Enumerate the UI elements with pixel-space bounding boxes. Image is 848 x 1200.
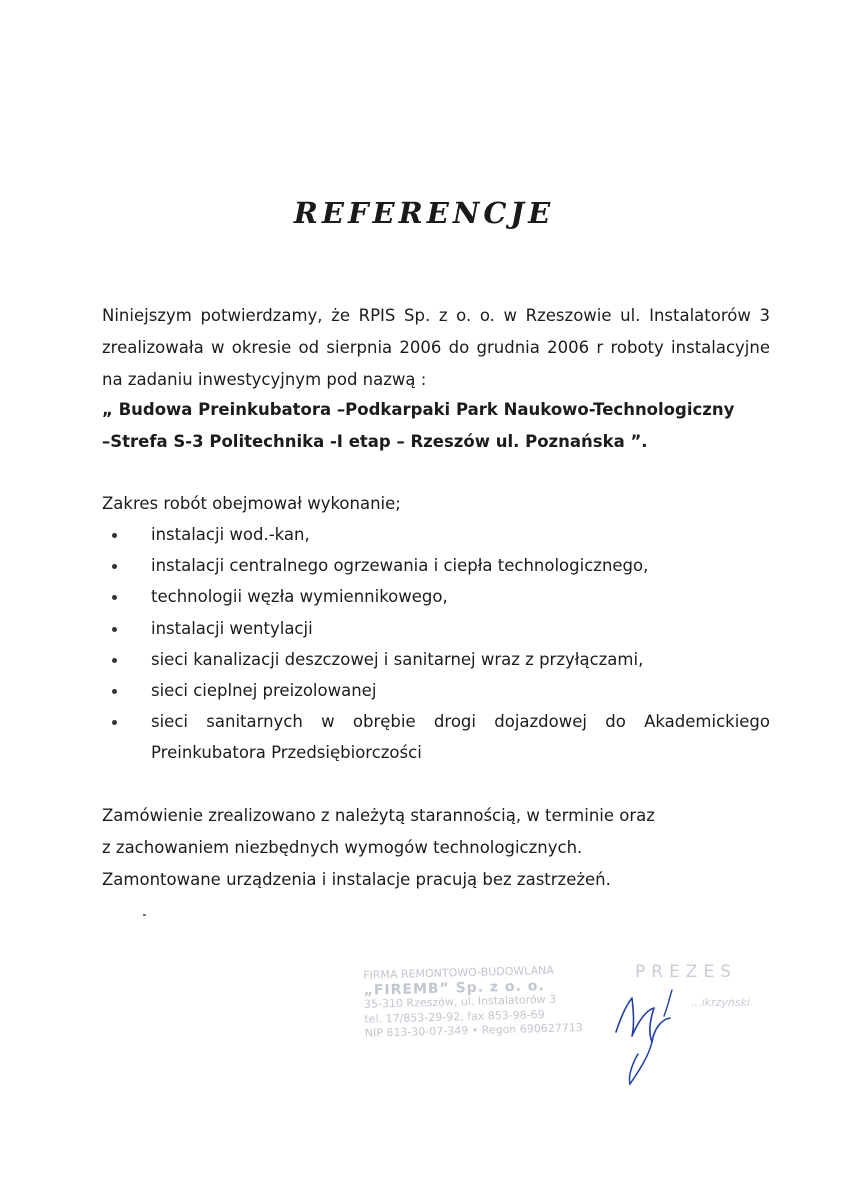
scope-list: [102, 519, 770, 769]
scan-speck: [143, 914, 146, 916]
president-role: PREZES: [635, 962, 737, 982]
scope-item: sieci sanitarnych w obrębie drogi dojazdowej do Akademickiego Preinkubatora Przedsiębiorczości: [102, 706, 770, 768]
handwritten-signature: [608, 980, 688, 1090]
stamp-line-3: 35-310 Rzeszów, ul. Instalatorów 3: [363, 992, 557, 1011]
project-name: [102, 394, 774, 458]
intro-paragraph: Niniejszym potwierdzamy, że RPIS Sp. z o. o. w Rzeszowie ul. Instalatorów 3 zrealizowała w okresie od sierpnia 2006 do grudnia 2006 r roboty instalacyjne na zadaniu inwestycyjnym pod nazwą :: [102, 306, 770, 389]
project-name-line-2: –Strefa S-3 Politechnika -I etap – Rzeszów ul. Poznańska ”.: [102, 432, 648, 451]
scope-intro: Zakres robót obejmował wykonanie;: [102, 494, 401, 513]
stamp-line-1: FIRMA REMONTOWO-BUDOWLANA: [363, 963, 555, 982]
scope-item: sieci cieplnej preizolowanej: [102, 675, 770, 706]
scope-item: sieci kanalizacji deszczowej i sanitarnej wraz z przyłączami,: [102, 644, 770, 675]
closing-line-1: Zamówienie zrealizowano z należytą starannością, w terminie oraz: [102, 806, 655, 825]
scope-item: instalacji wod.-kan,: [102, 519, 770, 550]
closing-line-2: z zachowaniem niezbędnych wymogów technologicznych.: [102, 838, 583, 857]
stamp-line-4: tel. 17/853-29-92, fax 853-98-69: [364, 1007, 545, 1026]
stamp-line-2: „FIREMB” Sp. z o. o.: [363, 977, 545, 999]
stamp-line-5: NIP 813-30-07-349 • Regon 690627713: [364, 1021, 583, 1040]
closing-paragraph: [102, 800, 702, 896]
document-title: REFERENCJE: [293, 196, 555, 230]
president-name: ...ikrzyński: [691, 996, 750, 1009]
scope-item: instalacji centralnego ogrzewania i ciepła technologicznego,: [102, 550, 770, 581]
company-stamp: [363, 963, 583, 1041]
scope-item: instalacji wentylacji: [102, 613, 770, 644]
project-name-line-1: „ Budowa Preinkubatora –Podkarpaki Park Naukowo-Technologiczny: [102, 400, 735, 419]
scope-item: technologii węzła wymiennikowego,: [102, 581, 770, 612]
closing-line-3: Zamontowane urządzenia i instalacje pracują bez zastrzeżeń.: [102, 870, 611, 889]
